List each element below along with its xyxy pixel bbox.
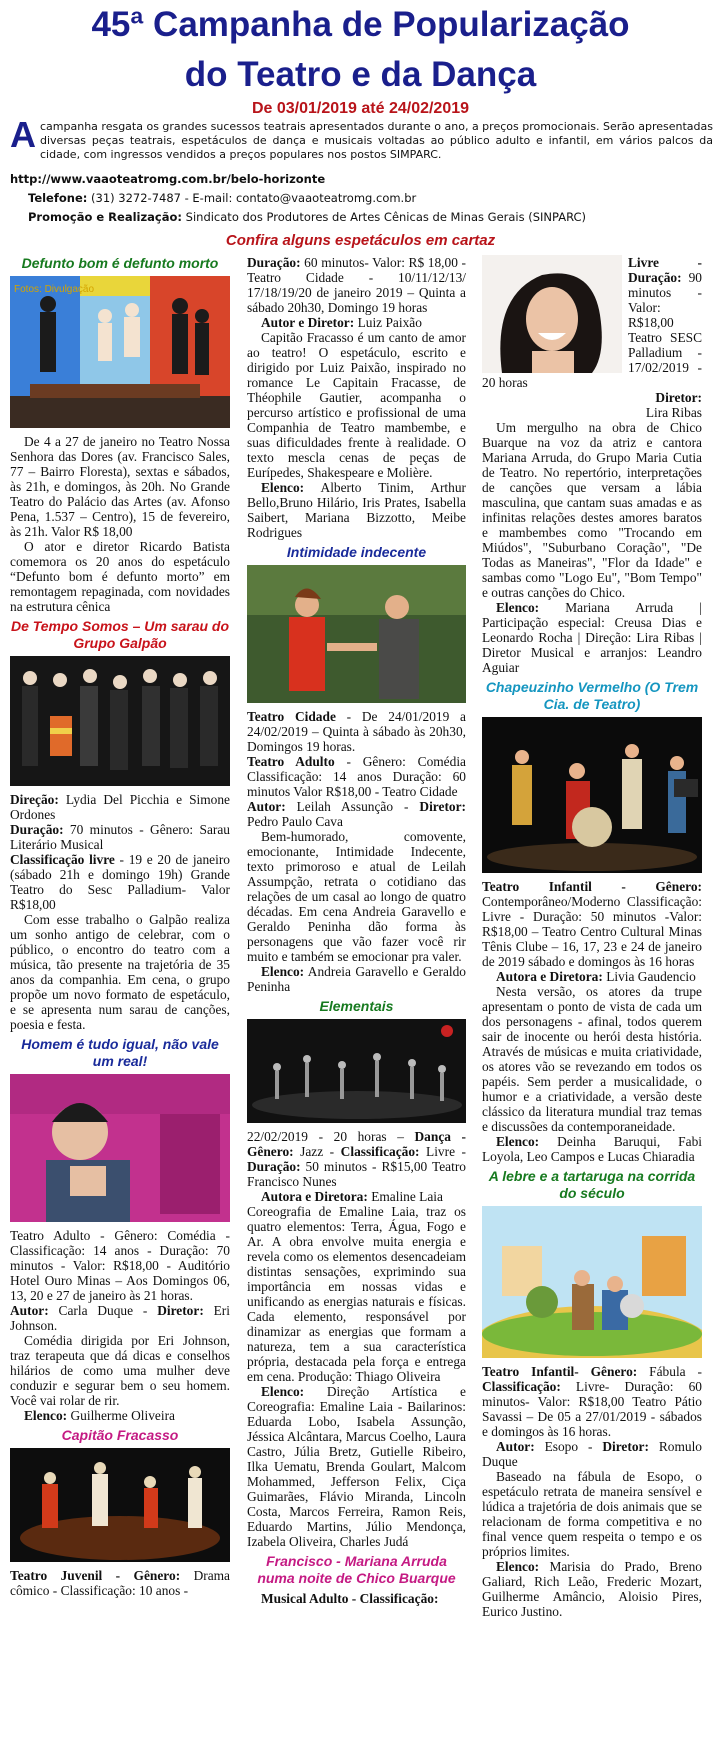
homem-diretor-label: Diretor: <box>157 1303 204 1318</box>
heading-capitao: Capitão Fracasso <box>61 1427 179 1443</box>
elementais-paragraph: Coreografia de Emaline Laia, traz os quatro elementos: Terra, Água, Fogo e Ar. A obra envolve muita energia e revela como os elementos desencadeiam distintas sensações, exprimindo sua importância em nossas vidas e unificando as energias naturais e físicas. Cada elemento, responsável por dinamizar as energias que formam a natureza, tem a sua característica própria, destacada pela força e entrega em cena. Produção: Thiago Oliveira <box>247 1204 466 1384</box>
francisco-paragraph: Um mergulho na obra de Chico Buarque na voz da atriz e cantora Mariana Arruda, do Grupo Maria Cutia de Teatro. No repertório, interpretações de canções que versam a lábia masculina, que cantam suas amadas e as infinitas relações destes amores baratos e mambembes como "Trocando em Miúdos", "Suburbano Coração", "De Todas as Maneiras", "Flor da Idade" e sambas como "Logo Eu", "Bom Tempo" e outras canções do Chico. <box>482 420 702 600</box>
heading-chapeuzinho: Chapeuzinho Vermelho (O Trem Cia. de Teatro) <box>485 679 699 712</box>
drop-cap: A <box>10 114 36 155</box>
homem-paragraph-1: Teatro Adulto - Gênero: Comédia - Classificação: 14 anos - Duração: 70 minutos - Valor: R$18,00 - Auditório Hotel Ouro Minas – Aos Domingos 06, 13, 20 e 27 de janeiro às 21 horas. <box>10 1228 230 1303</box>
homem-elenco-label: Elenco: <box>24 1408 68 1423</box>
francisco-diretor <box>482 390 702 405</box>
intimidade-teatro <box>247 709 466 754</box>
photo-lebre <box>482 1206 702 1358</box>
telefone-text: (31) 3272-7487 - E-mail: contato@vaaoteatromg.com.br <box>87 191 417 205</box>
capitao-autor <box>247 315 466 330</box>
elementais-autora <box>247 1189 466 1204</box>
promo-text: Sindicato dos Produtores de Artes Cênicas de Minas Gerais (SINPARC) <box>182 210 587 224</box>
francisco-diretor-label: Diretor: <box>655 390 702 405</box>
lebre-elenco <box>482 1559 702 1619</box>
homem-elenco-text: Guilherme Oliveira <box>67 1408 175 1423</box>
campaign-dates: De 03/01/2019 até 24/02/2019 <box>251 100 470 117</box>
lebre-credits <box>482 1439 702 1469</box>
intimidade-paragraph: Bem-humorado, comovente, emocionante, Intimidade Indecente, texto primoroso e atual de Leilah Assumpção, retrata o cotidiano das relações de um casal ao longo de quatro décadas. Em cena Andreia Garavello e Geraldo Peninha dão forma às personagens que vão fazer você rir muito e também se emocionar pra valer. <box>247 829 466 964</box>
elementais-duracao: 50 minutos - R$15,00 Teatro Francisco Nunes <box>247 1159 466 1189</box>
promo-label: Promoção e Realização: <box>28 210 182 224</box>
heading-tempo-somos: De Tempo Somos – Um sarau do Grupo Galpão <box>10 618 230 651</box>
promo-line <box>28 210 586 224</box>
photo-homem <box>10 1074 230 1222</box>
chape-elenco-label: Elenco: <box>496 1134 540 1149</box>
elementais-autora-label: Autora e Diretora: <box>261 1189 368 1204</box>
photo-francisco <box>482 255 622 373</box>
homem-elenco <box>10 1408 230 1423</box>
chape-genero <box>482 879 702 969</box>
elementais-date: 22/02/2019 - 20 horas – <box>247 1129 415 1144</box>
francisco-duracao-text: 90 minutos -Valor: R$18,00 Teatro SESC Palladium - 17/02/2019 - 20 horas <box>482 270 702 390</box>
intimidade-photo-art <box>247 565 466 703</box>
homem-photo-art <box>10 1074 230 1222</box>
intimidade-elenco-label: Elenco: <box>261 964 305 979</box>
chapeuzinho-photo-art <box>482 717 702 873</box>
intro-paragraph <box>10 114 713 162</box>
intimidade-teatro-text: - De 24/01/2019 a 24/02/2019 – Quinta à sábado às 20h30, Domingos 19 horas. <box>247 709 466 754</box>
column-2 <box>247 255 466 1606</box>
elementais-elenco <box>247 1384 466 1549</box>
francisco-photo-art <box>482 255 622 373</box>
photo-intimidade <box>247 565 466 703</box>
capitao-duracao-label: Duração: <box>247 255 301 270</box>
chape-elenco <box>482 1134 702 1164</box>
chape-paragraph: Nesta versão, os atores da trupe apresentam o ponto de vista de cada um dos personagens - afinal, todos querem sair de inocente ou herói desta história. Através de músicas e muita criatividade, os atores vão se revezando em todos os papéis. Sem perder a musicalidade, o humor e a criatividade, a versão deste clássico da literatura mundial traz temas e discussões da contemporaneidade. <box>482 984 702 1134</box>
lebre-autor-label: Autor: <box>496 1439 535 1454</box>
heading-lebre: A lebre e a tartaruga na corrida do século <box>488 1168 696 1201</box>
homem-autor-label: Autor: <box>10 1303 49 1318</box>
capitao-elenco-text: Alberto Tinim, Arthur Bello,Bruno Hilário, Iris Prates, Isabella Saibert, Mariana Bizzotto, Meibe Rodrigues <box>247 480 466 540</box>
capitao-autor-label: Autor e Diretor: <box>261 315 355 330</box>
section-heading: Confira alguns espetáculos em cartaz <box>225 232 496 249</box>
intimidade-adulto <box>247 754 466 799</box>
defunto-paragraph-2: O ator e diretor Ricardo Batista comemora os 20 anos do espetáculo “Defunto bom é defunto morto” em remontagem repaginada, com novidades na estrutura cênica <box>10 539 230 614</box>
tempo-paragraph: Com esse trabalho o Galpão realiza um sonho antigo de celebrar, com o público, o encontro do teatro com a música, tão presente na trajetória de 35 anos da companhia. Em cena, o grupo propõe um novo formato de espetáculo, e se apresenta num sarau de canções, poesia e festa. <box>10 912 230 1032</box>
francisco-musical <box>247 1591 466 1606</box>
homem-autor-text: Carla Duque - <box>48 1303 158 1318</box>
lebre-class-label: Classificação: <box>482 1379 561 1394</box>
heading-elementais: Elementais <box>319 998 394 1014</box>
tempo-direcao <box>10 792 230 822</box>
photo-credit: Fotos: Divulgação <box>14 284 95 295</box>
intimidade-elenco <box>247 964 466 994</box>
francisco-musical-label: Musical Adulto - Classificação: <box>261 1591 439 1606</box>
elementais-info <box>247 1129 466 1189</box>
capitao-genero-label: Teatro Juvenil - Gênero: <box>10 1568 181 1583</box>
chape-genero-text: Contemporâneo/Moderno Classificação: Livre - Duração: 50 minutos -Valor: R$18,00 – Teatro Centro Cultural Minas Tênis Clube – 16, 17, 23 e 24 de janeiro de 2019 sábado e domingos às 16 horas <box>482 894 702 969</box>
elementais-class: Livre - <box>419 1144 467 1159</box>
homem-credits <box>10 1303 230 1333</box>
intimidade-credits <box>247 799 466 829</box>
lebre-diretor-label: Diretor: <box>602 1439 649 1454</box>
chape-genero-label: Teatro Infantil - Gênero: <box>482 879 702 894</box>
heading-defunto: Defunto bom é defunto morto <box>21 255 219 271</box>
photo-defunto <box>10 276 230 428</box>
intimidade-autor-label: Autor: <box>247 799 286 814</box>
heading-intimidade: Intimidade indecente <box>286 544 427 560</box>
capitao-duracao-text: 60 minutos- Valor: R$ 18,00 - Teatro Cidade - 10/11/12/13/ 17/18/19/20 de janeiro 2019 – Quinta a sábado 20h30, Domingo 19 horas <box>247 255 466 315</box>
chape-autora-label: Autora e Diretora: <box>496 969 603 984</box>
chape-autora <box>482 969 702 984</box>
page-title-line2: do Teatro e da Dança <box>184 55 537 94</box>
defunto-photo-art <box>10 276 230 428</box>
capitao-elenco-label: Elenco: <box>261 480 305 495</box>
intimidade-elenco-text: Andreia Garavello e Geraldo Peninha <box>247 964 466 994</box>
capitao-genero <box>10 1568 230 1598</box>
heading-homem: Homem é tudo igual, não vale um real! <box>21 1036 219 1069</box>
website-link[interactable]: http://www.vaaoteatromg.com.br/belo-horizonte <box>10 172 326 186</box>
francisco-elenco-text: Mariana Arruda | Participação especial: Creusa Dias e Leonardo Rocha | Direção: Lira Ribas | Diretor Musical e arranjos: Leandro Aguiar <box>482 600 702 675</box>
column-1 <box>10 255 230 1598</box>
capitao-photo-art <box>10 1448 230 1562</box>
chape-autora-text: Livia Gaudencio <box>602 969 696 984</box>
tempo-duracao <box>10 822 230 852</box>
tempo-duracao-label: Duração: <box>10 822 64 837</box>
capitao-paragraph: Capitão Fracasso é um canto de amor ao teatro! O espetáculo, escrito e dirigido por Luiz Paixão, inspirado no romance Le Capitain Fracasse, de Théophile Gautier, acompanha o percurso artístico e profissional de uma Companhia de Teatro mambembe, e suas dificuldades frente à realidade. O texto mescla cenas de peças de Eurípedes, Shakespeare e Molière. <box>247 330 466 480</box>
elementais-elenco-text: Direção Artística e Coreografia: Emaline Laia - Bailarinos: Eduarda Lobo, Isabela Assunção, Jéssica Alcântara, Marcus Coelho, Laura Castro, Júlia Bretz, Gutielle Ribeiro, Ilka Uematu, Brenda Goulart, Malcom Mohammed, Jefferson Felix, Ciça Guimarães, Flávio Miranda, Lincoln Costa, Marcos Ferreira, Ramon Reis, Eduardo Martins, Júlio Mendonça, Izabela Oliveira, Charles Judá <box>247 1384 466 1549</box>
elementais-danca-label: Dança - Gênero: <box>247 1129 466 1159</box>
lebre-elenco-label: Elenco: <box>496 1559 540 1574</box>
lebre-photo-art <box>482 1206 702 1358</box>
lebre-diretor-text: Romulo Duque <box>482 1439 702 1469</box>
tempo-class-label: Classificação livre <box>10 852 115 867</box>
photo-tempo-somos <box>10 656 230 786</box>
photo-capitao <box>10 1448 230 1562</box>
lebre-genero-b: Livre- Duração: 60 minutos- Valor: R$18,00 Teatro Pátio Savassi – De 05 a 27/01/2019 - sábados e domingos às 16 horas. <box>482 1379 702 1439</box>
capitao-elenco <box>247 480 466 540</box>
francisco-livre-label: Livre - Duração: <box>628 255 702 285</box>
intimidade-autor-text: Leilah Assunção - <box>285 799 420 814</box>
photo-elementais <box>247 1019 466 1123</box>
tempo-duracao-text: 70 minutos - Gênero: Sarau Literário Musical <box>10 822 230 852</box>
lebre-genero <box>482 1364 702 1439</box>
lebre-genero-label: Teatro Infantil- Gênero: <box>482 1364 638 1379</box>
intro-text: campanha resgata os grandes sucessos teatrais apresentados durante o ano, a preços promocionais. Serão apresentadas diversas peças teatrais, espetáculos de dança e musicais voltadas ao público adulto e infantil, em vários palcos da cidade, com ingressos vendidos a preços populares nos postos SIMPARC. <box>40 120 713 161</box>
intimidade-teatro-label: Teatro Cidade <box>247 709 336 724</box>
chape-elenco-text: Deinha Baruqui, Fabi Loyola, Leo Campos e Lucas Chiaradia <box>482 1134 702 1164</box>
elementais-genero: Jazz - <box>293 1144 341 1159</box>
francisco-diretor-name: Lira Ribas <box>645 405 702 420</box>
telefone-label: Telefone: <box>28 191 88 205</box>
intimidade-adulto-text: - Gênero: Comédia Classificação: 14 anos Duração: 60 minutos Valor R$18,00 - Teatro Cidade <box>247 754 466 799</box>
homem-paragraph-2: Comédia dirigida por Eri Johnson, traz terapeuta que dá dicas e conselhos hilários de como uma mulher deve conduzir e segurar bem o seu homem. Você vai rolar de rir. <box>10 1333 230 1408</box>
page-title-line1: 45ª Campanha de Popularização <box>91 5 630 44</box>
elementais-class-label: Classificação: <box>340 1144 420 1159</box>
lebre-elenco-text: Marisia do Prado, Breno Galiard, Rich Leão, Frederic Mozart, Guilherme Amâncio, Aloisio Pires, Eurico Justino. <box>482 1559 702 1619</box>
tempo-classificacao <box>10 852 230 912</box>
elementais-duracao-label: Duração: <box>247 1159 301 1174</box>
elementais-photo-art <box>247 1019 466 1123</box>
elementais-autora-text: Emaline Laia <box>367 1189 443 1204</box>
capitao-genero-text: Drama cômico - Classificação: 10 anos - <box>10 1568 230 1598</box>
lebre-autor-text: Esopo - <box>534 1439 603 1454</box>
francisco-elenco <box>482 600 702 675</box>
defunto-paragraph-1: De 4 a 27 de janeiro no Teatro Nossa Senhora das Dores (av. Francisco Sales, 77 – Bairro Floresta), sextas e sábados, às 21h, e domingos, às 20h. No Grande Teatro do Palácio das Artes (av. Afonso Pena, 1.537 – Centro), 15 de fevereiro, às 21h. Valor R$ 18,00 <box>10 434 230 539</box>
intimidade-diretor-text: Pedro Paulo Cava <box>247 814 343 829</box>
tempo-class-text: - 19 e 20 de janeiro (sábado 21h e domingo 19h) Grande Teatro do Sesc Palladium- Valor R$18,00 <box>10 852 230 912</box>
tempo-somos-photo-art <box>10 656 230 786</box>
column-3 <box>482 255 702 1619</box>
francisco-elenco-label: Elenco: <box>496 600 540 615</box>
lebre-genero-a: Fábula - <box>637 1364 702 1379</box>
heading-francisco: Francisco - Mariana Arruda numa noite de Chico Buarque <box>257 1553 456 1586</box>
elementais-elenco-label: Elenco: <box>261 1384 305 1399</box>
capitao-autor-text: Luiz Paixão <box>354 315 422 330</box>
photo-chapeuzinho <box>482 717 702 873</box>
lebre-paragraph: Baseado na fábula de Esopo, o espetáculo retrata de maneira sensível e lúdica a trajetória de dois animais que se relacionam de forma competitiva e no final vence quem respeita o tempo e os próprios limites. <box>482 1469 702 1559</box>
intimidade-diretor-label: Diretor: <box>419 799 466 814</box>
tempo-direcao-label: Direção: <box>10 792 59 807</box>
contact-line <box>28 191 416 205</box>
intimidade-adulto-label: Teatro Adulto <box>247 754 335 769</box>
capitao-duracao <box>247 255 466 315</box>
tempo-direcao-text: Lydia Del Picchia e Simone Ordones <box>10 792 230 822</box>
homem-diretor-text: Eri Johnson. <box>10 1303 230 1333</box>
